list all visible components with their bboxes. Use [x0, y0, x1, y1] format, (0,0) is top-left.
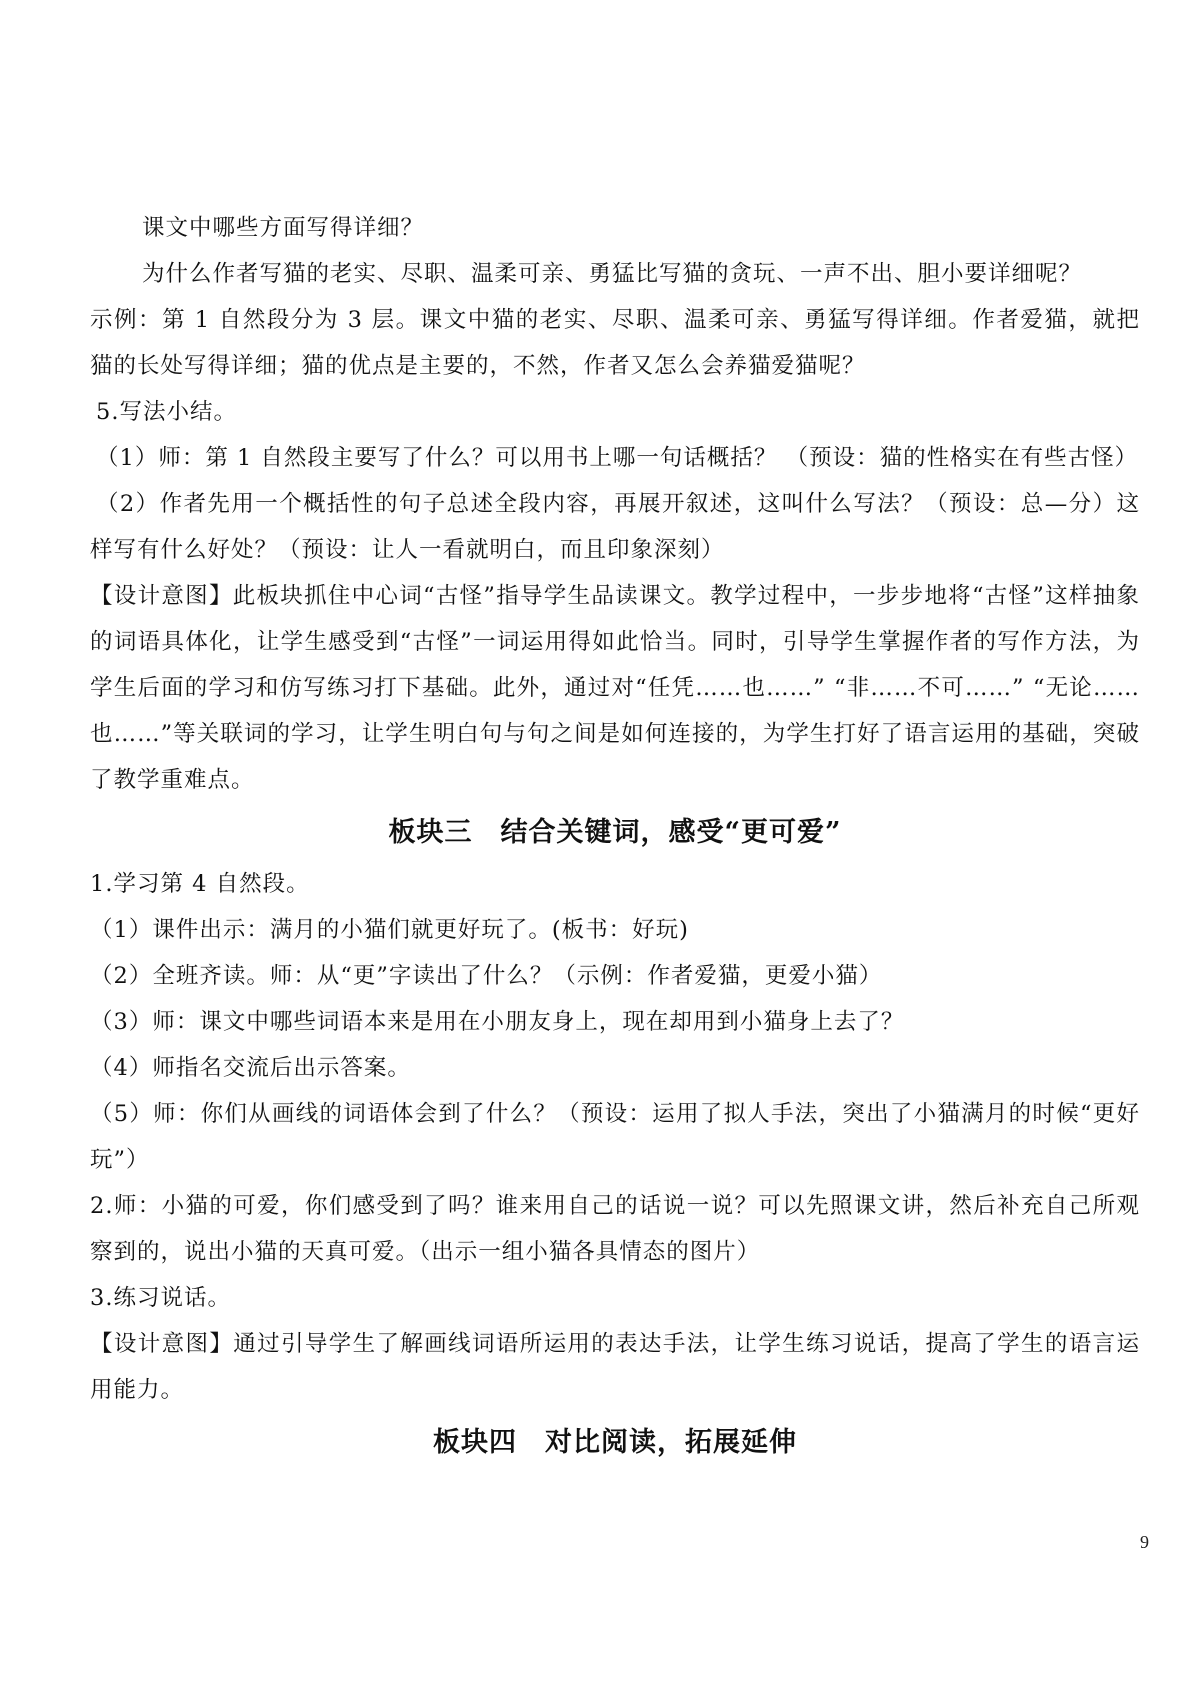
block3-item-5: （5）师：你们从画线的词语体会到了什么？（预设：运用了拟人手法，突出了小猫满月的时候“更好玩”）: [90, 1101, 1140, 1173]
page-content: [90, 205, 1140, 1471]
section-heading-block-3: 板块三 结合关键词，感受“更可爱”: [388, 817, 842, 848]
question-detailed-aspects: 课文中哪些方面写得详细？: [142, 215, 425, 241]
section-heading-block-4: 板块四 对比阅读，拓展延伸: [433, 1427, 797, 1458]
design-intent-block-2: 【设计意图】此板块抓住中心词“古怪”指导学生品读课文。教学过程中，一步步地将“古怪”这样抽象的词语具体化，让学生感受到“古怪”一词运用得如此恰当。同时，引导学生掌握作者的写作方法，为学生后面的学习和仿写练习打下基础。此外，通过对“任凭……也……” “非……不可……” “无论……也……”等关联词的学习，让学生明白句与句之间是如何连接的，为学生打好了语言运用的基础，突破了教学重难点。: [90, 583, 1140, 793]
block3-item-2: （2）全班齐读。师：从“更”字读出了什么？（示例：作者爱猫，更爱小猫）: [90, 963, 883, 989]
example-answer: 示例：第 1 自然段分为 3 层。课文中猫的老实、尽职、温柔可亲、勇猛写得详细。作者爱猫，就把猫的长处写得详细；猫的优点是主要的，不然，作者又怎么会养猫爱猫呢？: [90, 307, 1140, 379]
writing-summary-heading: 5.写法小结。: [96, 399, 237, 425]
block3-item-4: （4）师指名交流后出示答案。: [90, 1055, 411, 1081]
block3-item-1: （1）课件出示：满月的小猫们就更好玩了。(板书：好玩): [90, 917, 689, 943]
page-number: 9: [1140, 1532, 1149, 1552]
study-paragraph-4: 1.学习第 4 自然段。: [90, 871, 310, 897]
block3-item-3: （3）师：课文中哪些词语本来是用在小朋友身上，现在却用到小猫身上去了？: [90, 1009, 905, 1035]
teacher-question-2: 2.师：小猫的可爱，你们感受到了吗？谁来用自己的话说一说？可以先照课文讲，然后补充自己所观察到的，说出小猫的天真可爱。（出示一组小猫各具情态的图片）: [90, 1193, 1140, 1265]
design-intent-block-3: 【设计意图】通过引导学生了解画线词语所运用的表达手法，让学生练习说话，提高了学生的语言运用能力。: [90, 1331, 1140, 1403]
speaking-practice: 3.练习说话。: [90, 1285, 231, 1311]
summary-item-2: （2）作者先用一个概括性的句子总述全段内容，再展开叙述，这叫什么写法？（预设：总—分）这样写有什么好处？（预设：让人一看就明白，而且印象深刻）: [90, 491, 1140, 563]
question-why-detailed: 为什么作者写猫的老实、尽职、温柔可亲、勇猛比写猫的贪玩、一声不出、胆小要详细呢？: [142, 261, 1083, 287]
summary-item-1: （1）师：第 1 自然段主要写了什么？可以用书上哪一句话概括？ （预设：猫的性格实在有些古怪）: [96, 445, 1139, 471]
